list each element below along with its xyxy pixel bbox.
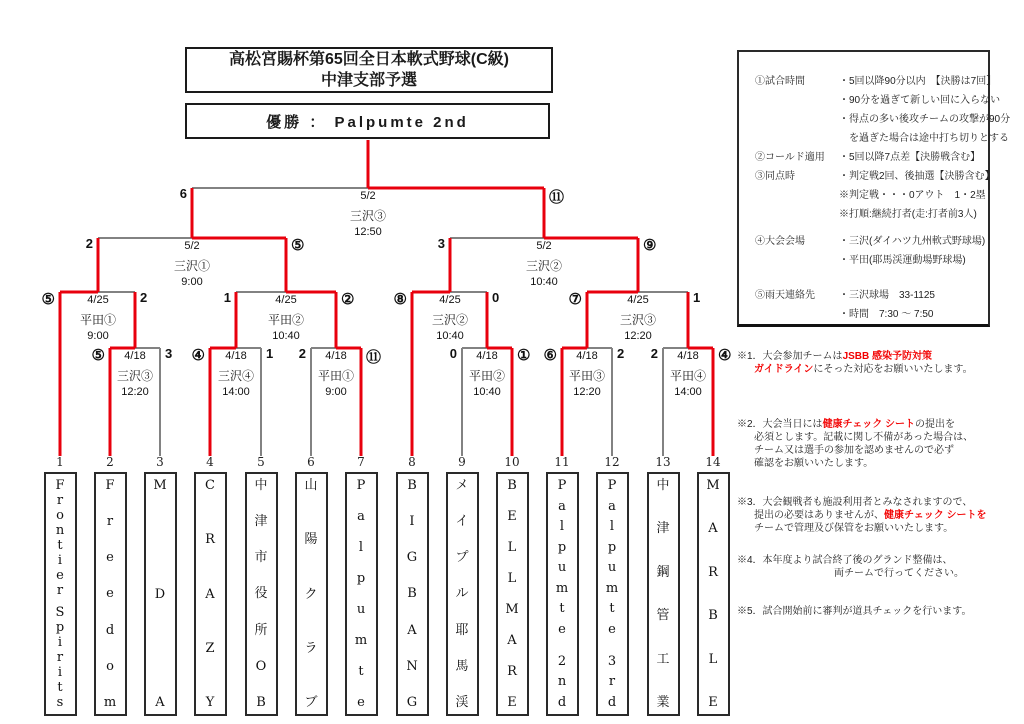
semi-1-date: 5/2 <box>184 240 200 252</box>
team-box-1 <box>44 472 77 716</box>
team-name-char: l <box>358 540 364 555</box>
team-box-9 <box>446 472 479 716</box>
rule-line: ・時間 7:30 ～ 7:50 <box>839 309 934 320</box>
team-name-char: R <box>507 664 517 679</box>
team-name-char: n <box>557 674 567 690</box>
round1-5-date: 4/18 <box>576 350 598 362</box>
rule-line: ・得点の多い後攻チームの攻撃が90分 <box>839 114 1011 125</box>
rule-row <box>755 72 1011 148</box>
final-score-right: ⑪ <box>549 189 565 206</box>
team-name-char: e <box>608 621 616 637</box>
round1-1-date: 4/18 <box>124 350 146 362</box>
note-line <box>737 496 1021 509</box>
team-name-char: G <box>406 694 418 710</box>
team-name-char: E <box>507 509 517 524</box>
team-name-char: Y <box>205 695 215 710</box>
team-name-char: P <box>356 478 366 493</box>
final-date: 5/2 <box>360 190 376 202</box>
note-text: ※4．本年度より試合終了後のグランド整備は、 <box>737 555 953 566</box>
note-text: にそった対応をお願いいたします。 <box>813 364 973 375</box>
note-line <box>737 605 1021 618</box>
quarter-3-venue: 三沢② <box>431 313 469 327</box>
team-box-4 <box>194 472 227 716</box>
team-name-char: e <box>357 695 365 710</box>
rule-line: ・5回以降7点差【決勝戦含む】 <box>839 152 981 163</box>
team-name-char: t <box>358 664 364 679</box>
quarter-3-score-right: 0 <box>492 290 500 305</box>
round1-2-score-right: 1 <box>266 346 274 361</box>
team-name-char: p <box>607 539 617 555</box>
team-name-char: A <box>407 622 417 638</box>
quarter-4-score-left: ⑦ <box>568 291 582 308</box>
title-line-2: 中津支部予選 <box>320 72 417 89</box>
note-line <box>737 444 1021 457</box>
team-name-char: G <box>406 550 418 566</box>
team-7-number: 7 <box>357 455 365 469</box>
rule-label: ②コールド適用 <box>755 152 825 163</box>
team-name-char: p <box>557 539 567 555</box>
team-name-char: a <box>558 498 566 514</box>
note-line <box>737 509 1021 522</box>
team-9-number: 9 <box>458 455 466 469</box>
round1-4-venue: 平田② <box>468 369 506 383</box>
quarter-4-venue: 三沢③ <box>619 313 657 327</box>
note-text: の提出を <box>915 419 956 430</box>
team-name-char: 陽 <box>304 532 318 548</box>
team-box-10 <box>496 472 529 716</box>
team-name-char: p <box>55 619 65 635</box>
team-12-number: 12 <box>604 455 620 469</box>
team-name-char: r <box>106 514 114 530</box>
team-box-7 <box>345 472 378 716</box>
quarter-3-score-left: ⑧ <box>393 291 407 308</box>
rule-line: ・90分を過ぎて新しい回に入らない <box>839 95 1001 106</box>
round1-4-date: 4/18 <box>476 350 498 362</box>
quarter-4-date: 4/25 <box>627 294 649 306</box>
team-name-char: E <box>507 695 517 710</box>
note-text-red: ガイドライン <box>754 364 814 375</box>
team-name-char: 鋼 <box>656 564 670 580</box>
quarter-2-venue: 平田② <box>267 313 305 327</box>
team-name-char: l <box>609 519 615 535</box>
team-name-char: C <box>205 478 215 493</box>
round1-5-time: 12:20 <box>573 386 601 398</box>
note-text: チーム又は選手の参加を認めませんので必ず <box>754 445 954 456</box>
round1-5-venue: 平田③ <box>568 369 606 383</box>
team-name-char: 工 <box>656 651 670 667</box>
team-name-char: B <box>708 608 718 624</box>
team-name-char: S <box>55 604 65 620</box>
team-name-char: M <box>706 478 720 493</box>
team-name-char: e <box>56 568 64 584</box>
quarter-4-score-right: 1 <box>693 290 701 305</box>
quarter-1-score-left: ⑤ <box>41 291 55 308</box>
team-name-char: B <box>407 478 417 493</box>
quarter-3-date: 4/25 <box>439 294 461 306</box>
team-name-char: メ <box>455 478 469 493</box>
team-name-char: o <box>56 508 64 524</box>
team-name-char: m <box>605 580 619 596</box>
team-name-char: L <box>708 651 718 667</box>
team-10-number: 10 <box>504 455 520 469</box>
team-name-char: u <box>607 560 617 576</box>
rule-row <box>755 148 982 167</box>
quarter-2-date: 4/25 <box>275 294 297 306</box>
quarter-2-score-left: 1 <box>223 290 231 305</box>
team-box-5 <box>245 472 278 716</box>
round1-6-venue: 平田④ <box>669 369 707 383</box>
note-5 <box>737 605 1021 618</box>
round1-6-score-right: ④ <box>718 347 732 364</box>
note-line <box>737 554 1021 567</box>
note-text: 確認をお願いいたします。 <box>754 458 874 469</box>
rule-line: ・三沢球場 33-1125 <box>839 290 935 301</box>
team-name-char: B <box>256 694 266 710</box>
note-4 <box>737 554 1021 580</box>
note-text: ※1．大会参加チームは <box>737 351 843 362</box>
semi-2-score-left: 3 <box>437 236 445 251</box>
rule-label: ④大会会場 <box>755 236 805 247</box>
team-name-char: i <box>57 553 63 569</box>
team-name-char: l <box>559 519 565 535</box>
quarter-2-time: 10:40 <box>272 330 300 342</box>
team-name-char: A <box>708 521 718 537</box>
team-name-char: ブ <box>304 695 318 710</box>
team-name-char: 役 <box>254 586 268 602</box>
note-line <box>737 350 1021 363</box>
team-name-char: 耶 <box>455 622 469 638</box>
team-name-char: 市 <box>254 550 268 566</box>
team-name-char: i <box>57 664 63 680</box>
team-name-char: P <box>557 478 567 493</box>
note-3 <box>737 496 1021 535</box>
team-13-number: 13 <box>655 455 671 469</box>
team-name-char: D <box>154 586 166 602</box>
team-name-char: a <box>608 498 616 514</box>
team-name-char: B <box>407 586 417 602</box>
rule-label: ①試合時間 <box>755 76 805 87</box>
notes-list <box>737 350 1021 618</box>
team-name-char: I <box>409 514 415 530</box>
rule-line: を過ぎた場合は途中打ち切りとする <box>839 133 1009 144</box>
note-text: 提出の必要はありませんが、 <box>754 510 884 521</box>
team-name-char: A <box>205 586 215 602</box>
team-name-char: R <box>708 564 718 580</box>
note-line <box>737 418 1021 431</box>
team-box-11 <box>546 472 579 716</box>
semi-1-score-right: ⑤ <box>291 237 305 254</box>
team-box-6 <box>295 472 328 716</box>
round1-2-venue: 三沢④ <box>217 369 255 383</box>
round1-5-score-left: ⑥ <box>543 347 557 364</box>
team-4-number: 4 <box>206 455 214 469</box>
round1-4-time: 10:40 <box>473 386 501 398</box>
team-name-char: r <box>608 674 616 690</box>
semi-1-venue: 三沢① <box>173 259 211 273</box>
team-name-char: 津 <box>254 514 268 530</box>
champion-box <box>185 103 550 139</box>
team-name-char: 所 <box>254 622 268 638</box>
team-name-char: 馬 <box>455 658 469 674</box>
team-name-char: L <box>507 540 517 555</box>
team-name-char: 管 <box>656 608 670 624</box>
note-text: チームで管理及び保管をお願いいたします。 <box>754 523 954 534</box>
rule-lines <box>839 72 1010 148</box>
round1-3-venue: 平田① <box>317 369 355 383</box>
note-line <box>737 363 1021 376</box>
team-name-char: d <box>557 694 567 710</box>
semi-1-score-left: 2 <box>85 236 93 251</box>
team-name-char: t <box>559 601 565 617</box>
rule-row <box>755 232 986 270</box>
final-venue: 三沢③ <box>349 209 387 223</box>
team-name-char: L <box>507 571 517 586</box>
rule-line: ※打順:継続打者(走:打者前3人) <box>839 209 977 220</box>
round1-5-score-right: 2 <box>617 346 625 361</box>
team-name-char: t <box>57 538 63 554</box>
note-2 <box>737 418 1021 470</box>
semi-2-time: 10:40 <box>530 276 558 288</box>
round1-4-score-left: 0 <box>449 346 457 361</box>
rule-lines <box>839 286 982 324</box>
team-name-char: 業 <box>656 694 670 710</box>
rule-line: ・判定戦2回、後抽選【決勝含む】 <box>839 171 995 182</box>
team-name-char: m <box>103 694 117 710</box>
rule-row <box>755 286 982 324</box>
note-text: 必須とします。記載に関し不備があった場合は、 <box>754 432 974 443</box>
team-name-char: t <box>609 601 615 617</box>
team-name-char: ル <box>455 586 469 602</box>
team-name-char: a <box>357 509 365 524</box>
team-name-char: n <box>55 523 65 539</box>
team-1-number: 1 <box>56 455 64 469</box>
team-name-char: m <box>354 633 368 648</box>
note-line <box>737 431 1021 444</box>
note-line <box>737 457 1021 470</box>
note-line <box>737 567 1021 580</box>
team-name-char: E <box>708 694 718 710</box>
round1-1-score-right: 3 <box>165 346 173 361</box>
rule-label: ③同点時 <box>755 171 795 182</box>
round1-2-time: 14:00 <box>222 386 250 398</box>
round1-6-score-left: 2 <box>650 346 658 361</box>
round1-6-date: 4/18 <box>677 350 699 362</box>
team-name-char: B <box>507 478 517 493</box>
team-name-char: イ <box>455 514 469 530</box>
quarter-1-time: 9:00 <box>87 330 109 342</box>
rule-line: ・5回以降90分以内 【決勝は7回】 <box>839 76 997 87</box>
team-name-char: 山 <box>304 478 318 493</box>
team-name-char: P <box>607 478 617 493</box>
team-name-char: u <box>557 560 567 576</box>
team-name-char: r <box>56 493 64 509</box>
quarter-2-score-right: ② <box>341 291 355 308</box>
rule-line: ※判定戦・・・0アウト 1・2塁 <box>839 190 986 201</box>
final-time: 12:50 <box>354 226 382 238</box>
quarter-1-date: 4/25 <box>87 294 109 306</box>
team-name-char: 2 <box>557 653 567 669</box>
rule-line: ・平田(耶馬渓運動場野球場) <box>839 255 966 266</box>
team-name-char: u <box>356 602 366 617</box>
round1-1-time: 12:20 <box>121 386 149 398</box>
team-name-char: 3 <box>607 653 617 669</box>
round1-3-time: 9:00 <box>325 386 347 398</box>
team-3-number: 3 <box>156 455 164 469</box>
team-name-char: ラ <box>304 640 318 656</box>
rule-line: ・三沢(ダイハツ九州軟式野球場) <box>839 236 986 247</box>
rule-lines <box>839 167 995 224</box>
team-name-char: e <box>106 586 114 602</box>
round1-4-score-right: ① <box>517 347 531 364</box>
team-name-char: e <box>558 621 566 637</box>
semi-2-venue: 三沢② <box>525 259 563 273</box>
note-text: ※5．試合開始前に審判が道具チェックを行います。 <box>737 606 972 617</box>
note-text-red: 健康チェック シートを <box>884 510 987 521</box>
team-name-char: d <box>105 622 115 638</box>
round1-6-time: 14:00 <box>674 386 702 398</box>
team-name-char: r <box>56 583 64 599</box>
team-11-number: 11 <box>554 455 570 469</box>
team-5-number: 5 <box>257 455 265 469</box>
note-line <box>737 522 1021 535</box>
final-score-left: 6 <box>179 186 187 201</box>
round1-2-score-left: ④ <box>191 347 205 364</box>
team-box-2 <box>94 472 127 716</box>
team-name-char: R <box>205 532 215 548</box>
team-name-char: O <box>255 658 267 674</box>
team-name-char: 中 <box>656 478 670 493</box>
title-box <box>185 47 553 93</box>
team-name-char: m <box>555 580 569 596</box>
team-name-char: 渓 <box>455 694 469 710</box>
team-name-char: プ <box>455 550 469 566</box>
semi-2-date: 5/2 <box>536 240 552 252</box>
round1-1-venue: 三沢③ <box>116 369 154 383</box>
semi-1-time: 9:00 <box>181 276 203 288</box>
round1-2-date: 4/18 <box>225 350 247 362</box>
note-text-red: JSBB 感染予防対策 <box>842 351 933 362</box>
rule-row <box>755 167 995 224</box>
rule-lines <box>839 148 982 167</box>
team-name-char: d <box>607 694 617 710</box>
team-name-char: A <box>507 633 517 648</box>
team-name-char: ク <box>304 586 318 602</box>
rule-lines <box>839 232 985 270</box>
team-box-13 <box>647 472 680 716</box>
team-name-char: r <box>56 649 64 665</box>
team-name-char: e <box>106 550 114 566</box>
quarter-4-time: 12:20 <box>624 330 652 342</box>
note-text: ※2．大会当日には <box>737 419 823 430</box>
team-14-number: 14 <box>705 455 721 469</box>
team-name-char: Z <box>205 640 215 656</box>
team-2-number: 2 <box>106 455 114 469</box>
round1-3-score-right: ⑪ <box>366 349 382 366</box>
semi-2-score-right: ⑨ <box>643 237 657 254</box>
team-name-char: o <box>106 658 114 674</box>
team-8-number: 8 <box>408 455 416 469</box>
team-name-char: M <box>153 478 167 493</box>
team-box-12 <box>596 472 629 716</box>
note-1 <box>737 350 1021 376</box>
rule-label: ⑤雨天連絡先 <box>755 290 815 301</box>
note-text-red: 健康チェック シート <box>822 419 916 430</box>
champion-text: 優勝 ： Palpumte 2nd <box>266 113 469 131</box>
quarter-1-venue: 平田① <box>79 313 117 327</box>
rules-panel <box>737 50 1011 327</box>
note-text: 両チームで行ってください。 <box>754 568 964 579</box>
round1-3-score-left: 2 <box>298 346 306 361</box>
team-box-14 <box>697 472 730 716</box>
round1-3-date: 4/18 <box>325 350 347 362</box>
note-text: ※3．大会観戦者も施設利用者とみなされますので、 <box>737 497 973 508</box>
team-box-8 <box>396 472 429 716</box>
team-name-char: 津 <box>656 521 670 537</box>
team-name-char: M <box>505 602 519 617</box>
team-name-char: F <box>55 478 65 493</box>
team-name-char: A <box>155 695 165 710</box>
team-name-char: N <box>406 658 418 674</box>
round1-1-score-left: ⑤ <box>91 347 105 364</box>
team-name-char: 中 <box>254 478 268 493</box>
title-line-1: 高松宮賜杯第65回全日本軟式野球(C級) <box>228 50 509 68</box>
team-name-char: i <box>57 634 63 650</box>
team-name-char: t <box>57 679 63 695</box>
team-box-3 <box>144 472 177 716</box>
team-name-char: F <box>105 478 115 493</box>
team-6-number: 6 <box>307 455 315 469</box>
team-name-char: s <box>56 694 64 710</box>
quarter-1-score-right: 2 <box>140 290 148 305</box>
team-name-char: p <box>356 571 366 586</box>
quarter-3-time: 10:40 <box>436 330 464 342</box>
